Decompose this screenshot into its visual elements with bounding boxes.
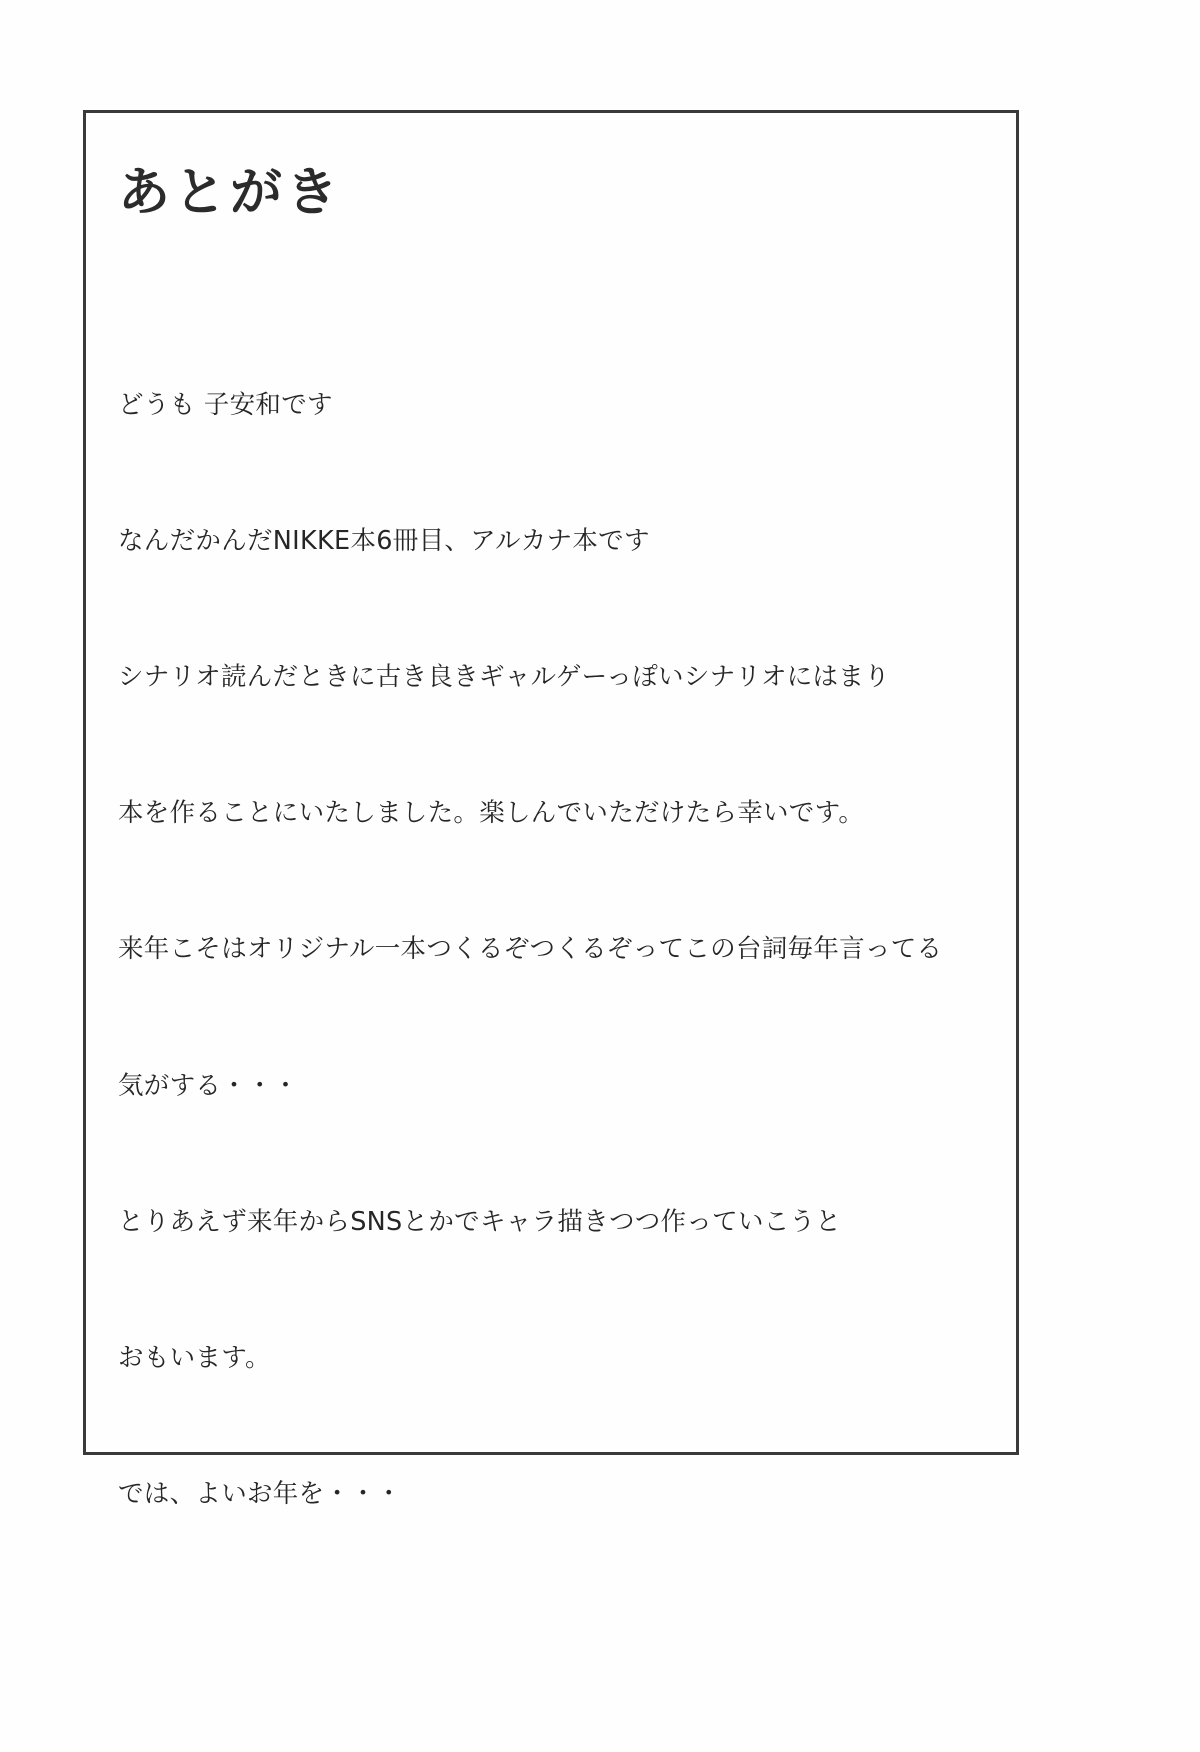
afterword-line: では、よいお年を・・・ — [118, 1478, 402, 1509]
afterword-line: とりあえず来年からSNSとかでキャラ描きつつ作っていこうと — [118, 1206, 842, 1237]
page-title: あとがき — [118, 163, 343, 223]
afterword-line: 来年こそはオリジナル一本つくるぞつくるぞってこの台詞毎年言ってる — [118, 934, 943, 965]
afterword-line: なんだかんだNIKKE本6冊目、アルカナ本です — [118, 526, 650, 557]
afterword-line: シナリオ読んだときに古き良きギャルゲーっぽいシナリオにはまり — [118, 662, 890, 693]
afterword-line: どうも 子安和です — [118, 389, 333, 420]
afterword-section — [118, 165, 998, 1608]
afterword-line: おもいます。 — [118, 1342, 271, 1373]
afterword-body — [118, 292, 998, 1608]
afterword-line: 本を作ることにいたしました。楽しんでいただけたら幸いです。 — [118, 798, 865, 829]
afterword-line: 気がする・・・ — [118, 1070, 299, 1101]
